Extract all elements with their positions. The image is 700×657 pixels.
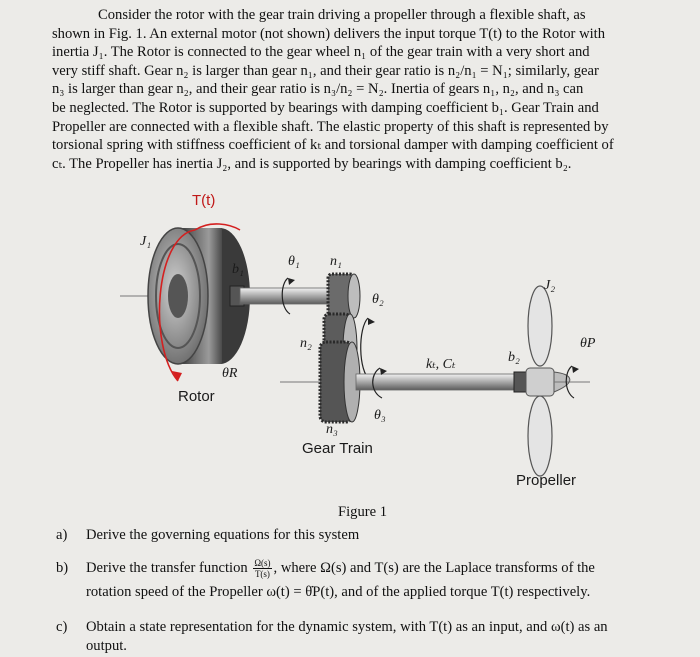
question-a-text: Derive the governing equations for this system xyxy=(86,527,360,543)
propeller-label: Propeller xyxy=(516,472,577,489)
paragraph-line: be neglected. The Rotor is supported by bearings with damping coefficient b₁. Gear Train and xyxy=(52,99,599,116)
paragraph-line: shown in Fig. 1. An external motor (not shown) delivers the input torque T(t) to the Rotor with xyxy=(52,25,606,42)
thetaP-label: θP xyxy=(580,336,596,351)
question-c xyxy=(56,618,676,656)
transfer-function-fraction: $\frac{\Omega(s)}{T(s)}$ xyxy=(254,558,271,579)
gear-n3 xyxy=(320,342,360,422)
n3-label: n₃ xyxy=(326,422,338,437)
n1-label: n₁ xyxy=(330,254,342,269)
J2-label: J₂ xyxy=(544,278,556,293)
paragraph-line: cₜ. The Propeller has inertia J₂, and is supported by bearings with damping coefficient b₂. xyxy=(52,155,572,172)
rotor-shaft xyxy=(240,288,332,304)
question-a xyxy=(56,526,676,545)
question-c-line2: output. xyxy=(86,638,127,654)
question-b-tag: b) xyxy=(56,559,69,576)
question-b-text-after: , where Ω(s) and T(s) are the Laplace transforms of the xyxy=(273,559,595,576)
question-c-text: Obtain a state representation for the dynamic system, with T(t) as an input, and ω(t) as an xyxy=(86,619,608,635)
b2-label: b₂ xyxy=(508,350,520,365)
bearing-b2 xyxy=(514,372,526,392)
rotor-label: Rotor xyxy=(178,388,215,405)
propeller-blades xyxy=(526,286,570,476)
gear-train-label: Gear Train xyxy=(302,440,373,457)
paragraph-line: n₃ is larger than gear n₂, and their gear ratio is n₃/n₂ = N₂. Inertia of gears n₁, n₂, and n₃ can xyxy=(52,81,584,98)
paragraph-line: Consider the rotor with the gear train driving a propeller through a flexible shaft, as xyxy=(98,7,586,23)
question-b xyxy=(56,558,676,602)
b1-label: b₁ xyxy=(232,262,244,277)
paragraph-line: Propeller are connected with a flexible shaft. The elastic property of this shaft is represented by xyxy=(52,118,609,135)
theta1-label: θ₁ xyxy=(288,254,300,269)
theta2-label: θ₂ xyxy=(372,292,384,307)
n2-label: n₂ xyxy=(300,336,312,351)
mechanism-drawing xyxy=(120,196,680,496)
flexible-shaft xyxy=(356,374,516,390)
figure-1-diagram xyxy=(120,192,680,496)
problem-paragraph xyxy=(52,6,682,173)
theta3-label: θ₃ xyxy=(374,408,386,423)
paragraph-line: torsional spring with stiffness coefficient of kₜ and torsional damper with damping coefficient of xyxy=(52,137,614,154)
question-b-line2: rotation speed of the Propeller ω(t) = θ̇P(t), and of the applied torque T(t) respectively. xyxy=(86,584,591,600)
figure-caption: Figure 1 xyxy=(338,504,388,520)
question-b-text: Derive the transfer function xyxy=(86,559,248,576)
question-a-tag: a) xyxy=(56,527,68,543)
question-c-tag: c) xyxy=(56,619,68,635)
thetaR-label: θR xyxy=(222,366,238,381)
paragraph-line: very stiff shaft. Gear n₂ is larger than gear n₁, and their gear ratio is n₂/n₁ = N₁; similarly, gear xyxy=(52,62,599,79)
gear-n1 xyxy=(328,274,360,318)
J1-label: J₁ xyxy=(140,234,152,249)
torque-label: T(t) xyxy=(192,192,216,209)
paragraph-line: inertia J₁. The Rotor is connected to the gear wheel n₁ of the gear train with a very short and xyxy=(52,44,590,61)
kt-ct-label: kₜ, Cₜ xyxy=(426,357,456,372)
